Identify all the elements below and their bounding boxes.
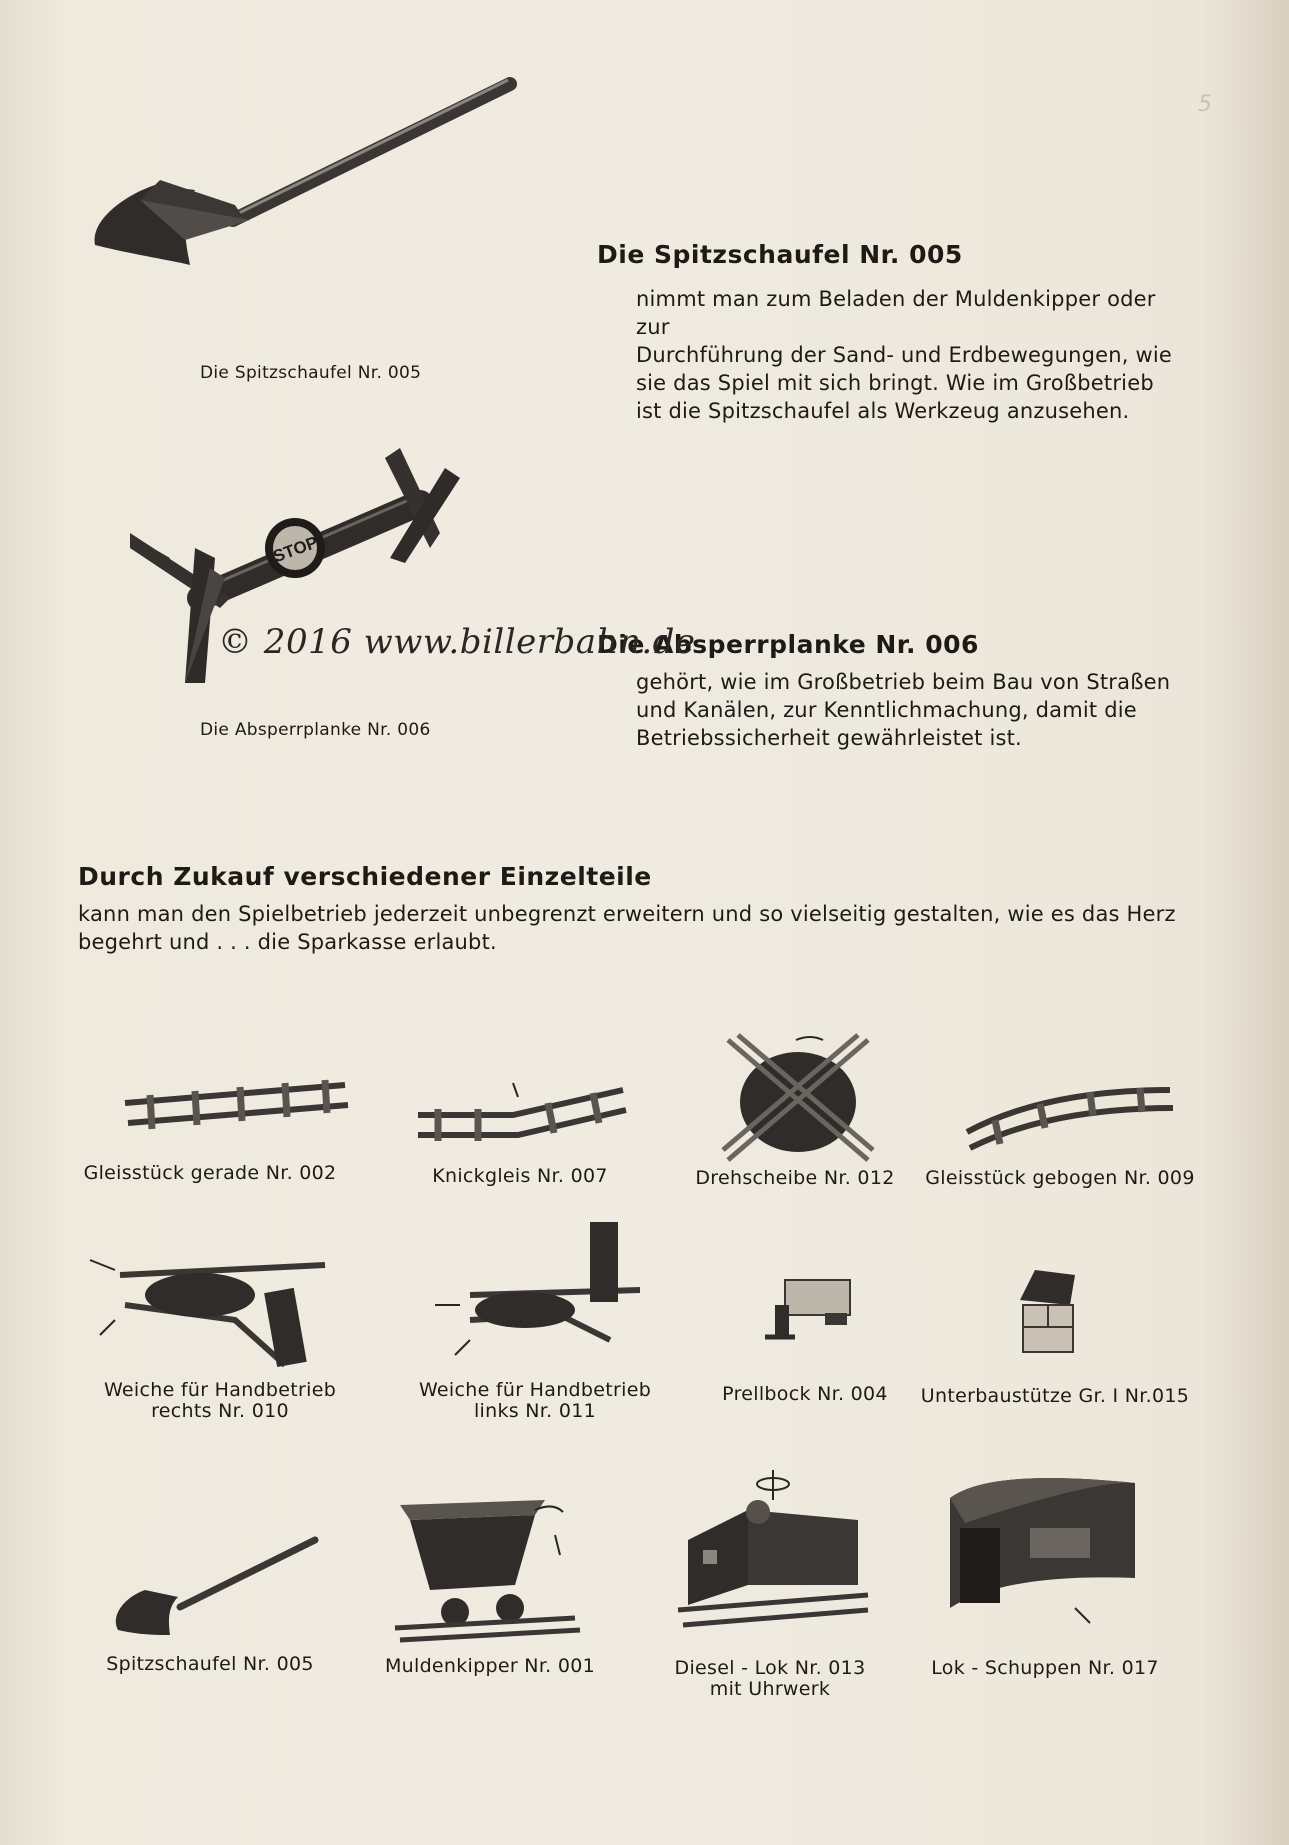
barrier-title: Die Absperrplanke Nr. 006: [597, 630, 979, 659]
diesel-loco-icon: [678, 1470, 868, 1635]
item-caption: Unterbaustütze Gr. I Nr.015: [920, 1385, 1190, 1407]
switch-right-icon: [85, 1245, 355, 1370]
item-caption: Prellbock Nr. 004: [722, 1383, 888, 1405]
support-block-icon: [1015, 1270, 1085, 1360]
item-caption: Spitzschaufel Nr. 005: [106, 1653, 314, 1675]
accessories-description-line: kann man den Spielbetrieb jederzeit unbegrenzt erweitern und so vielseitig gestalten, wie es das Herz: [78, 902, 1176, 926]
turntable-icon: [718, 1030, 878, 1170]
item-caption: Gleisstück gebogen Nr. 009: [925, 1167, 1195, 1189]
straight-track-icon: [120, 1065, 350, 1145]
barrier-description: [636, 668, 1196, 752]
spade-description-line: ist die Spitzschaufel als Werkzeug anzusehen.: [636, 399, 1130, 423]
accessories-description-line: begehrt und . . . die Sparkasse erlaubt.: [78, 930, 497, 954]
spade-description-line: nimmt man zum Beladen der Muldenkipper oder zur: [636, 287, 1156, 339]
barrier-description-line: und Kanälen, zur Kenntlichmachung, damit die: [636, 698, 1137, 722]
buffer-stop-icon: [765, 1275, 860, 1350]
curved-track-icon: [965, 1080, 1175, 1150]
spade-title: Die Spitzschaufel Nr. 005: [597, 240, 963, 269]
accessories-title: Durch Zukauf verschiedener Einzelteile: [78, 862, 652, 891]
item-caption: Diesel - Lok Nr. 013 mit Uhrwerk: [674, 1657, 866, 1700]
spade-figure-caption: Die Spitzschaufel Nr. 005: [200, 363, 422, 383]
bent-track-icon: [418, 1075, 628, 1155]
spade-description-line: Durchführung der Sand- und Erdbewegungen, wie: [636, 343, 1173, 367]
barrier-description-line: Betriebssicherheit gewährleistet ist.: [636, 726, 1022, 750]
page-number: 5: [1198, 92, 1212, 117]
item-caption: Weiche für Handbetrieb links Nr. 011: [418, 1379, 652, 1422]
item-caption: Gleisstück gerade Nr. 002: [83, 1162, 337, 1184]
stop-sign-text: STOP: [270, 532, 321, 567]
spade-illustration: [85, 70, 525, 320]
item-caption: Weiche für Handbetrieb rechts Nr. 010: [103, 1379, 337, 1422]
barrier-description-line: gehört, wie im Großbetrieb beim Bau von Straßen: [636, 670, 1171, 694]
engine-shed-icon: [945, 1468, 1140, 1628]
copyright-watermark: © 2016 www.billerbahn.de: [218, 622, 696, 662]
spade-description: [636, 285, 1196, 425]
item-caption: Lok - Schuppen Nr. 017: [931, 1657, 1159, 1679]
accessories-description: [78, 900, 1218, 956]
item-caption: Muldenkipper Nr. 001: [384, 1655, 596, 1677]
tipper-wagon-icon: [385, 1490, 585, 1645]
item-caption: Drehscheibe Nr. 012: [695, 1167, 895, 1189]
item-caption: Knickgleis Nr. 007: [432, 1165, 608, 1187]
switch-left-icon: [430, 1220, 650, 1365]
spade-description-line: sie das Spiel mit sich bringt. Wie im Großbetrieb: [636, 371, 1154, 395]
spade-small-icon: [110, 1535, 320, 1640]
barrier-figure-caption: Die Absperrplanke Nr. 006: [200, 720, 431, 740]
